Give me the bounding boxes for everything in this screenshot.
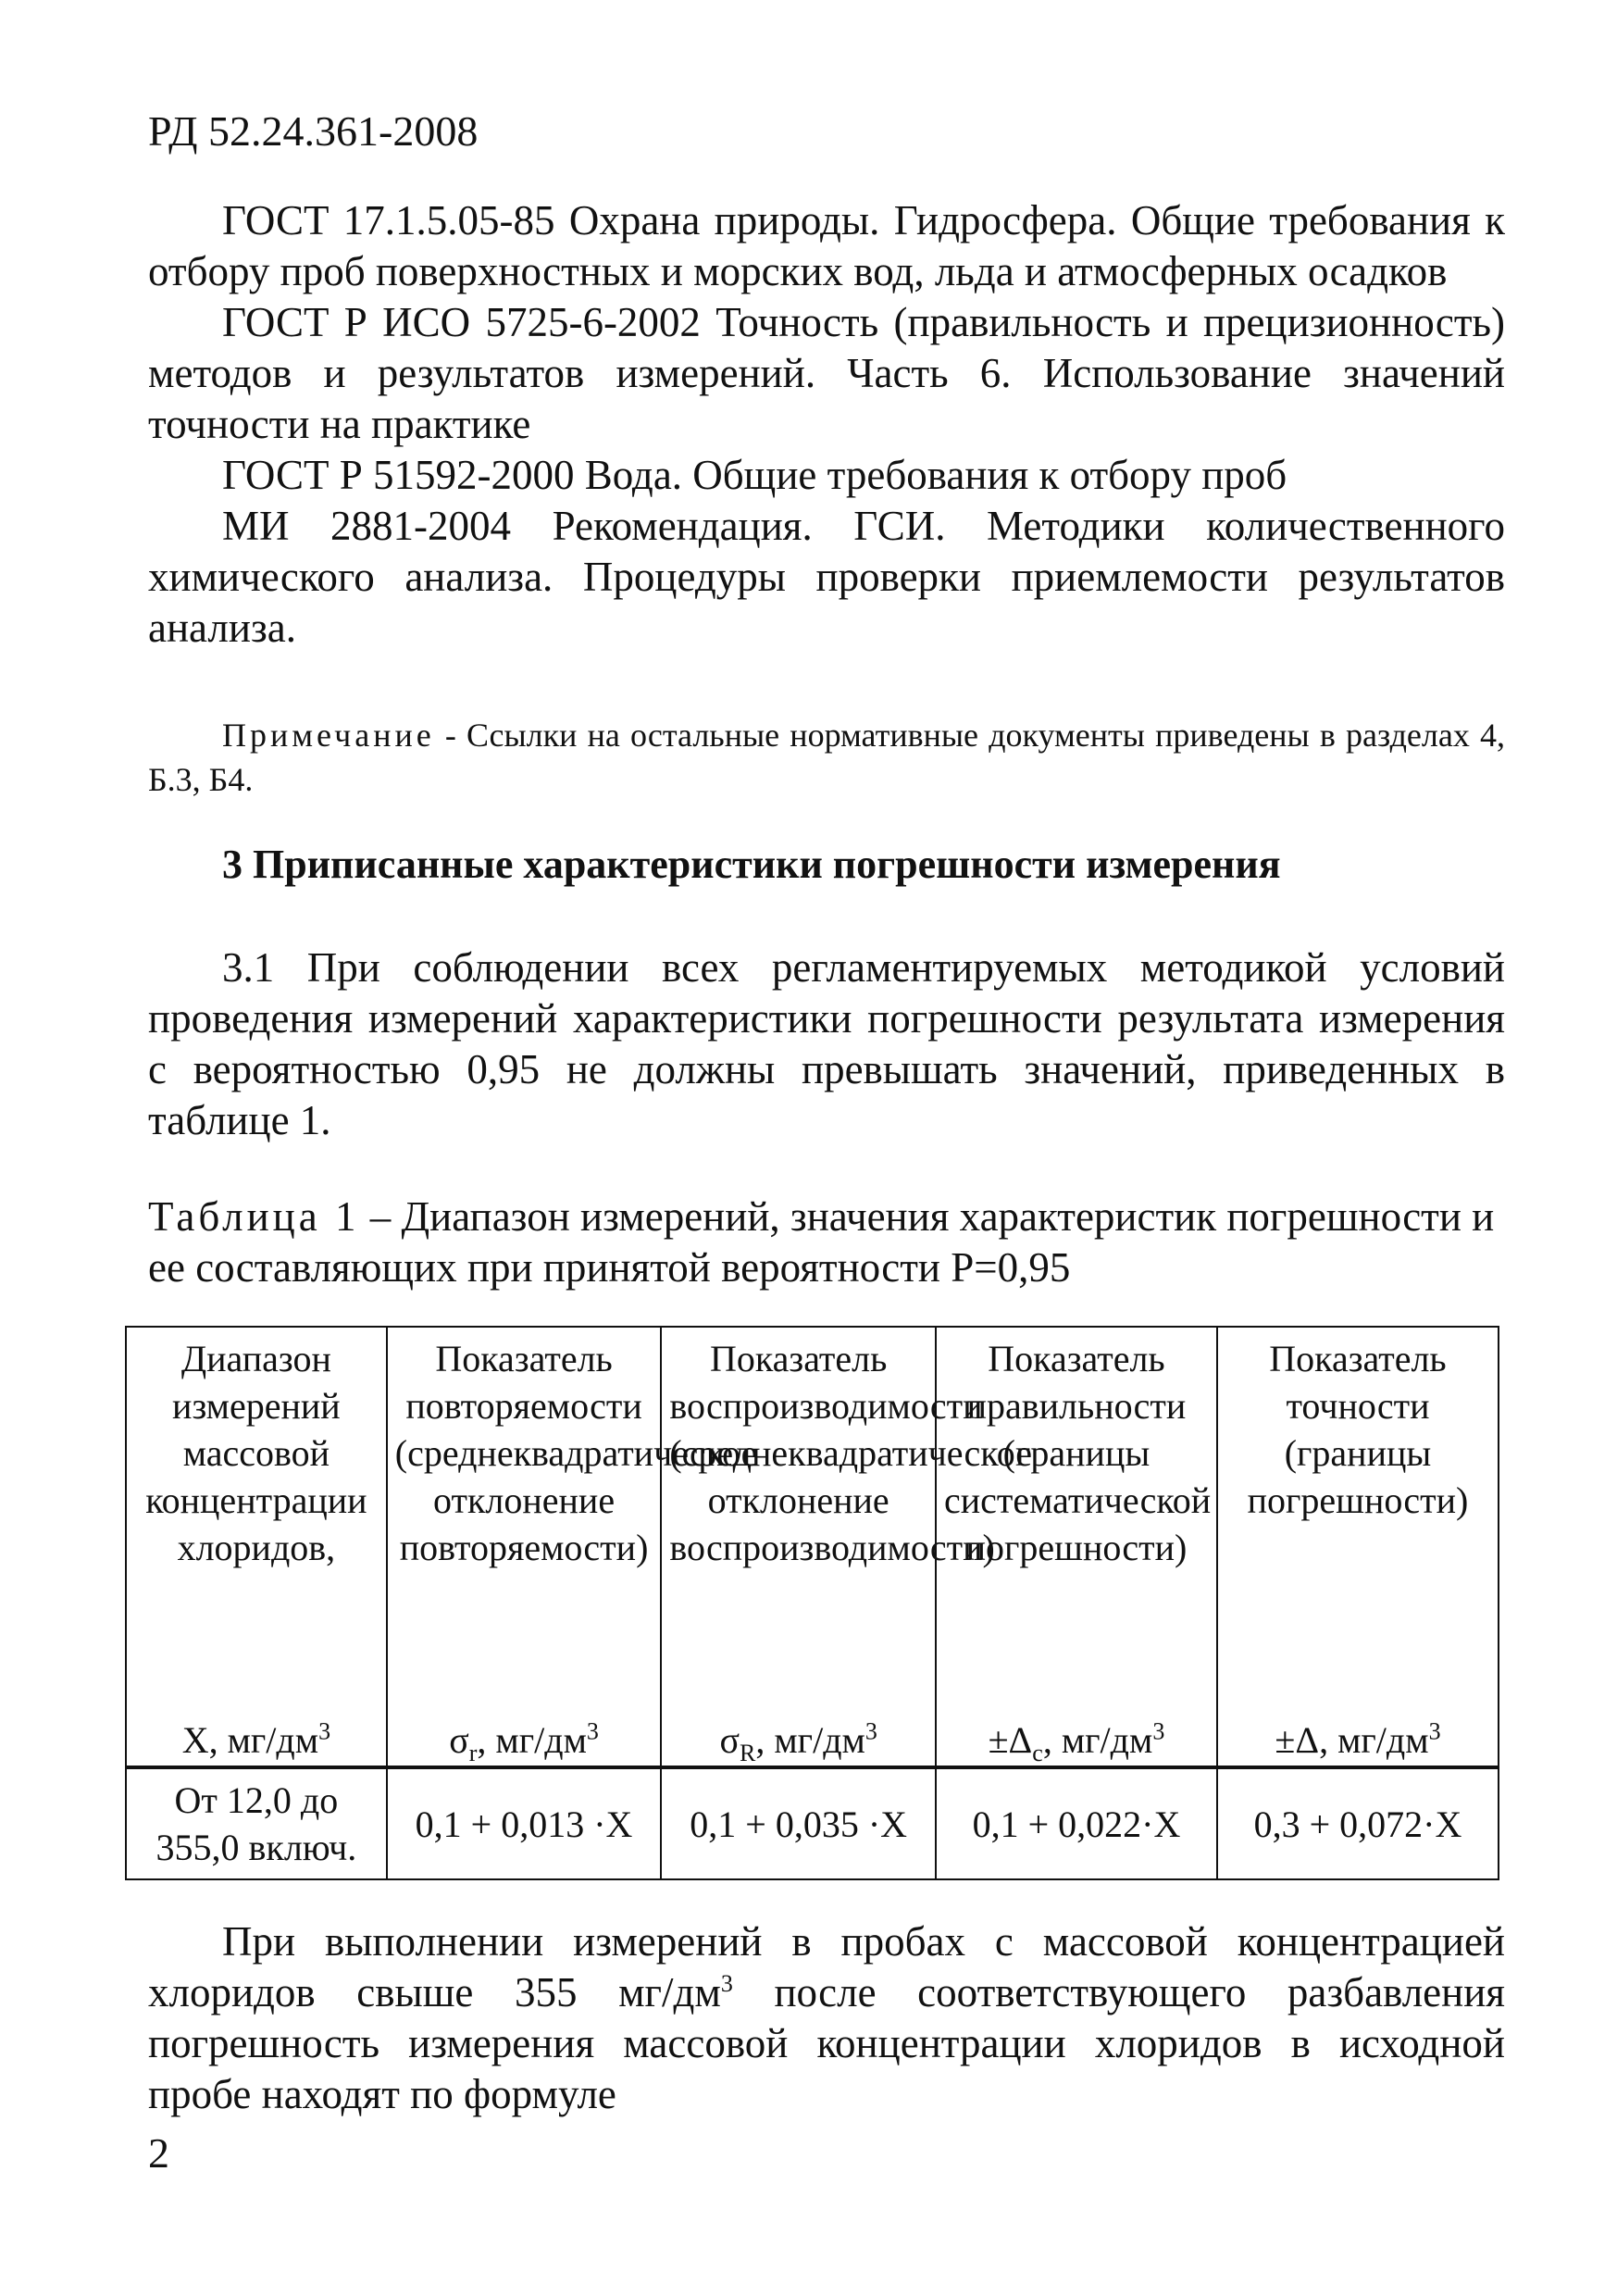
header-range: Диапазон измерений массовой концентрации хлоридов, bbox=[126, 1327, 387, 1715]
unit-repeatability: $\sigma_r$, $мг/дм^3$ bbox=[387, 1715, 662, 1767]
unit-range: X, $мг/дм^3$ bbox=[126, 1715, 387, 1767]
paragraph-3-1: 3.1 При соблюдении всех регламентируемых методикой условий проведения измерений характеристики погрешности результата измерения с вероятностью 0,95 не должны превышать значений, приведенных в таблице 1. bbox=[148, 944, 1505, 1143]
normative-references-list bbox=[148, 195, 1505, 654]
header-accuracy: Показатель точности (границы погрешности) bbox=[1217, 1327, 1499, 1715]
reference-item: ГОСТ Р ИСО 5725-6-2002 Точность (правильность и прецизионность) методов и результатов измерений. Часть 6. Использование значений точности на практике bbox=[148, 299, 1505, 447]
table-units-row bbox=[126, 1715, 1499, 1767]
table-row bbox=[126, 1767, 1499, 1879]
document-code-header: РД 52.24.361-2008 bbox=[148, 107, 479, 155]
unit-accuracy: ±Δ, $мг/дм^3$ bbox=[1217, 1715, 1499, 1767]
paragraph-after-table: При выполнении измерений в пробах с массовой концентрацией хлоридов свыше 355 $мг/дм^3$ после соответствующего разбавления погрешность измерения массовой концентрации хлоридов в исходной пробе находят по формуле bbox=[148, 1918, 1505, 2117]
header-trueness: Показатель правильности (границы систематической погрешности) bbox=[936, 1327, 1217, 1715]
note-label: Примечание bbox=[222, 717, 435, 754]
header-repeatability: Показатель повторяемости (среднеквадратическое отклонение повторяемости) bbox=[387, 1327, 662, 1715]
cell-trueness: 0,1 + 0,022·X bbox=[936, 1767, 1217, 1879]
table-header-row bbox=[126, 1327, 1499, 1715]
page-number: 2 bbox=[148, 2129, 169, 2177]
unit-reproducibility: $\sigma_R$, $мг/дм^3$ bbox=[661, 1715, 936, 1767]
cell-reproducibility: 0,1 + 0,035 ·X bbox=[661, 1767, 936, 1879]
note-text: - Ссылки на остальные нормативные документы приведены в разделах 4, Б.3, Б4. bbox=[148, 717, 1505, 798]
cell-range: От 12,0 до 355,0 включ. bbox=[126, 1767, 387, 1879]
cell-accuracy: 0,3 + 0,072·X bbox=[1217, 1767, 1499, 1879]
reference-item: МИ 2881-2004 Рекомендация. ГСИ. Методики количественного химического анализа. Процедуры проверки приемлемости результатов анализа. bbox=[148, 503, 1505, 651]
reference-item: ГОСТ 17.1.5.05-85 Охрана природы. Гидросфера. Общие требования к отбору проб поверхностных и морских вод, льда и атмосферных осадков bbox=[148, 197, 1505, 294]
header-reproducibility: Показатель воспроизводимости (среднеквадратическое отклонение воспроизводимости) bbox=[661, 1327, 936, 1715]
table-caption bbox=[148, 1192, 1505, 1293]
table-caption-text: – Диапазон измерений, значения характеристик погрешности и ее составляющих при принятой вероятности Р=0,95 bbox=[148, 1193, 1495, 1291]
error-characteristics-table bbox=[125, 1326, 1499, 1880]
cell-repeatability: 0,1 + 0,013 ·X bbox=[387, 1767, 662, 1879]
unit-trueness: $\pm\Delta_c$, $мг/дм^3$ bbox=[936, 1715, 1217, 1767]
note-block bbox=[148, 713, 1505, 802]
table-caption-label: Таблица 1 bbox=[148, 1193, 360, 1240]
reference-item: ГОСТ Р 51592-2000 Вода. Общие требования к отбору проб bbox=[222, 452, 1287, 498]
section-heading: 3 Приписанные характеристики погрешности измерения bbox=[222, 842, 1281, 887]
